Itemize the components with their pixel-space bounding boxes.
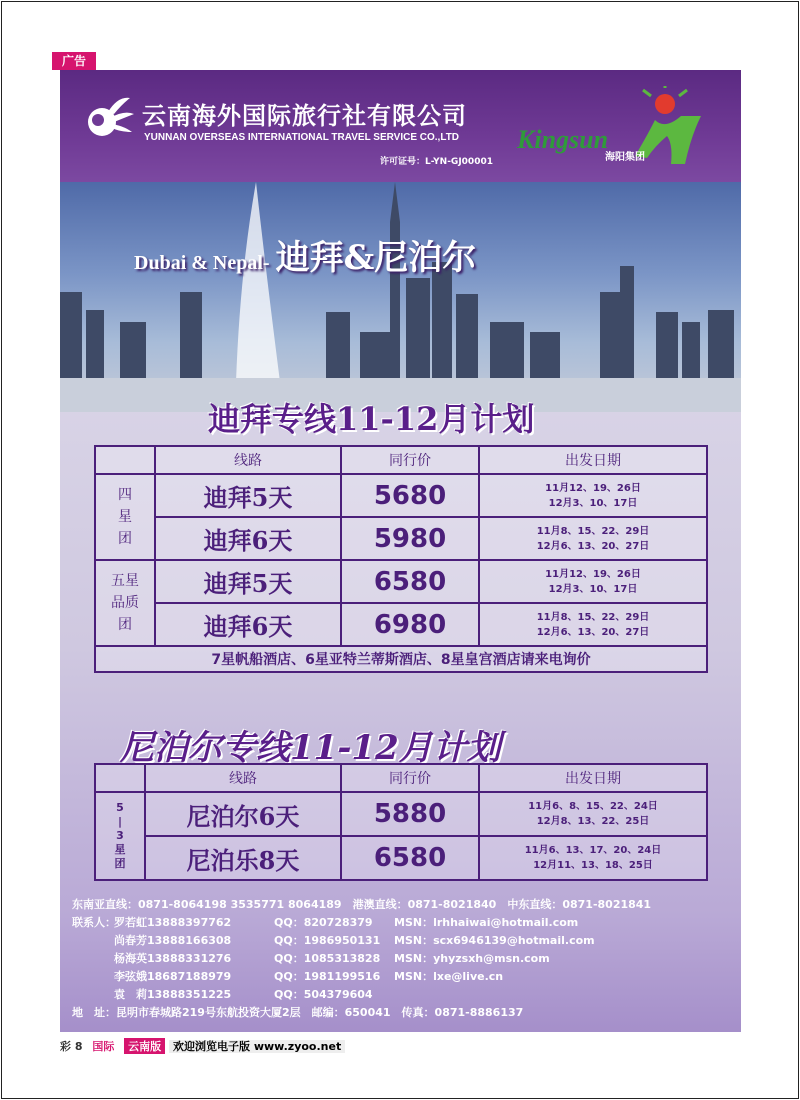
hotline-line: 东南亚直线：0871-8064198 3535771 8064189 港澳直线：0871-8021840 中东直线：0871-8021841 (72, 898, 652, 911)
route-name: 尼泊尔6天 (145, 792, 341, 836)
route-dates: 11月8、15、22、29日 12月6、13、20、27日 (479, 603, 707, 646)
svg-text:海阳集团: 海阳集团 (605, 152, 645, 163)
table-row (95, 792, 707, 836)
group-four-star: 四 星 团 (95, 474, 155, 560)
route-dates: 11月12、19、26日 12月3、10、17日 (479, 474, 707, 517)
group-five-three-star: 5 | 3 星 团 (95, 792, 145, 880)
route-name: 迪拜6天 (155, 517, 341, 560)
hotel-note-row (95, 646, 707, 672)
destination-banner (134, 230, 476, 279)
footer-tag-international: 国际 (92, 1040, 115, 1053)
header-dates: 出发日期 (479, 764, 707, 792)
dubai-section-title: 迪拜专线11-12月计划 (208, 400, 535, 438)
route-name: 尼泊乐8天 (145, 836, 341, 880)
header-route: 线路 (155, 446, 341, 474)
table-header-row (95, 764, 707, 792)
route-price: 5880 (341, 792, 479, 836)
poster-header (60, 70, 741, 182)
svg-text:Kingsun: Kingsun (517, 125, 609, 154)
footer-tag-edition: 云南版 (124, 1038, 165, 1054)
header-price: 同行价 (341, 446, 479, 474)
route-name: 迪拜5天 (155, 560, 341, 603)
contact-row: 李弦娥18687188979 QQ：1981199516 MSN：lxe@live.cn (114, 970, 504, 983)
header-price: 同行价 (341, 764, 479, 792)
contact-row: 袁 莉13888351225 QQ：504379604 (114, 988, 373, 1001)
contact-block (72, 896, 732, 1004)
route-price: 5680 (341, 474, 479, 517)
route-dates: 11月8、15、22、29日 12月6、13、20、27日 (479, 517, 707, 560)
footer-website[interactable]: 欢迎浏览电子版 www.zyoo.net (169, 1040, 345, 1053)
table-row (95, 836, 707, 880)
table-row (95, 474, 707, 517)
table-row (95, 517, 707, 560)
route-dates: 11月6、13、17、20、24日 12月11、13、18、25日 (479, 836, 707, 880)
route-dates: 11月12、19、26日 12月3、10、17日 (479, 560, 707, 603)
address-line: 地 址：昆明市春城路219号东航投资大厦2层 邮编：650041 传真：0871-8886137 (72, 1006, 524, 1019)
kingsun-logo (515, 86, 730, 168)
company-name-en: YUNNAN OVERSEAS INTERNATIONAL TRAVEL SERVICE CO.,LTD (144, 132, 460, 143)
company-logo-icon (78, 92, 136, 144)
company-name-cn: 云南海外国际旅行社有限公司 (142, 102, 467, 130)
table-header-row (95, 446, 707, 474)
header-dates: 出发日期 (479, 446, 707, 474)
banner-latin: Dubai & Nepal- (134, 252, 270, 274)
table-row (95, 560, 707, 603)
route-price: 6580 (341, 836, 479, 880)
route-price: 6980 (341, 603, 479, 646)
advert-poster (60, 70, 741, 1032)
group-five-star: 五星 品质 团 (95, 560, 155, 646)
contact-row: 尚春芳13888166308 QQ：1986950131 MSN：scx6946139@hotmail.com (114, 934, 595, 947)
dubai-plan-table (94, 445, 708, 673)
hotel-note: 7星帆船酒店、6星亚特兰蒂斯酒店、8星皇宫酒店请来电询价 (95, 646, 707, 672)
route-price: 5980 (341, 517, 479, 560)
dubai-skyline-photo (60, 182, 741, 412)
page-number: 彩 8 (60, 1040, 83, 1053)
nepal-plan-table (94, 763, 708, 881)
route-name: 迪拜6天 (155, 603, 341, 646)
nepal-section-title: 尼泊尔专线11-12月计划 (120, 728, 501, 768)
page-footer (60, 1038, 345, 1056)
contact-label: 联系人： (72, 916, 116, 929)
route-dates: 11月6、8、15、22、24日 12月8、13、22、25日 (479, 792, 707, 836)
contact-row: 杨海英13888331276 QQ：1085313828 MSN：yhyzsxh@msn.com (114, 952, 550, 965)
contact-row: 联系人：罗若虹13888397762 QQ：820728379 MSN：lrhhaiwai@hotmail.com (72, 914, 732, 932)
skyline-illustration (60, 182, 741, 412)
ad-tag: 广告 (52, 52, 96, 70)
banner-cn: 迪拜&尼泊尔 (275, 238, 477, 278)
table-row (95, 603, 707, 646)
license-number: 许可证号：L-YN-GJ00001 (380, 157, 493, 167)
route-name: 迪拜5天 (155, 474, 341, 517)
route-price: 6580 (341, 560, 479, 603)
header-route: 线路 (145, 764, 341, 792)
